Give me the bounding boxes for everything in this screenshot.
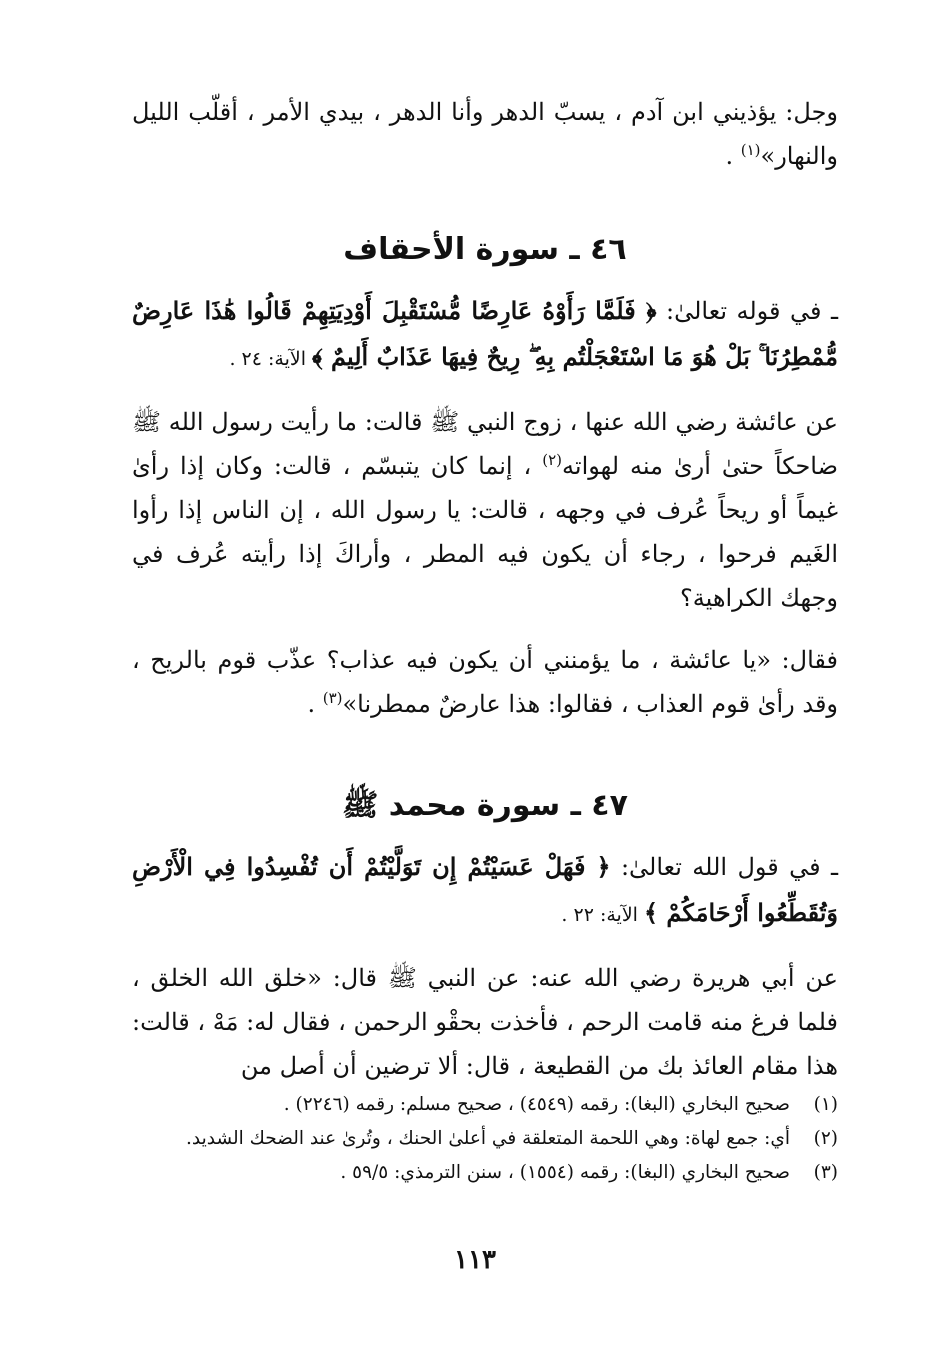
intro-text: وجل: يؤذيني ابن آدم ، يسبّ الدهر وأنا الدهر ، بيدي الأمر ، أقلّب الليل والنهار» [132, 98, 838, 170]
intro-end: . [725, 142, 741, 170]
footnote-text: صحيح البخاري (البغا): رقمه (٤٥٤٩) ، صحيح مسلم: رقمه (٢٢٤٦) . [283, 1094, 790, 1115]
footnote-text: أي: جمع لهاة: وهي اللحمة المتعلقة في أعلىٰ الحنك ، وتُرىٰ عند الضحك الشديد. [186, 1128, 790, 1149]
ayah-reference: الآية: ٢٢ . [561, 904, 644, 926]
footnote-number: (٣) [813, 1162, 838, 1183]
paragraph-text: فقال: «يا عائشة ، ما يؤمنني أن يكون فيه عذاب؟ عذّب قوم بالريح ، وقد رأىٰ قوم العذاب ، فقالوا: هذا عارضٌ ممطرنا» [132, 646, 838, 718]
footnote-number: (٢) [813, 1128, 838, 1149]
verse-intro: ـ في قوله تعالىٰ: [656, 297, 839, 325]
section-heading-ahqaf: ٤٦ ـ سورة الأحقاف [343, 232, 627, 267]
paragraph-text: عن أبي هريرة رضي الله عنه: عن النبي ﷺ قال: «خلق الله الخلق ، فلما فرغ منه قامت الرحم ، فأخذت بحقْو الرحمن ، فقال له: مَهْ ، قالت: هذا مقام العائذ بك من القطيعة ، قال: ألا ترضين أن أصل من [132, 964, 838, 1080]
hadith-paragraph-abu-hurayra [132, 956, 838, 1088]
footnote-ref-2[interactable]: (٢) [542, 451, 563, 469]
verse-paragraph-ahqaf [132, 288, 838, 382]
paragraph-text: عن عائشة رضي الله عنها ، زوج النبي ﷺ قالت: ما رأيت رسول الله ﷺ ضاحكاً حتىٰ أرىٰ منه لهواته [132, 408, 838, 480]
verse-intro: ـ في قول الله تعالىٰ: [610, 853, 838, 881]
footnote-number: (١) [813, 1094, 838, 1115]
footnote-ref-3[interactable]: (٣) [322, 689, 343, 707]
footnote-item [132, 1158, 838, 1188]
verse-paragraph-muhammad [132, 844, 838, 938]
footnote-text: صحيح البخاري (البغا): رقمه (١٥٥٤) ، سنن الترمذي: ٥٩/٥ . [340, 1162, 790, 1183]
section-heading-muhammad: ٤٧ ـ سورة محمد ﷺ [342, 788, 628, 823]
footnote-ref-1[interactable]: (١) [740, 141, 761, 159]
page-number: ١١٣ [454, 1245, 496, 1275]
intro-paragraph [132, 90, 838, 178]
quran-verse: ﴿ فَهَلْ عَسَيْتُمْ إِن تَوَلَّيْتُمْ أَن تُفْسِدُوا فِي الْأَرْضِ وَتُقَطِّعُوا أَرْحَامَكُمْ ﴾ [132, 852, 838, 927]
paragraph-text-rest: ، إنما كان يتبسّم ، قالت: وكان إذا رأىٰ غيماً أو ريحاً عُرف في وجهه ، قالت: يا رسول الله ، إن الناس إذا رأوا الغَيم فرحوا ، رجاء أن يكون فيه المطر ، وأراكَ إذا رأيته عُرف في وجهك الكراهية؟ [132, 452, 838, 612]
hadith-paragraph-aisha [132, 400, 838, 620]
footnote-item [132, 1124, 838, 1154]
page-body [132, 88, 838, 1088]
paragraph-text-rest: . [307, 690, 323, 718]
quran-verse: ﴿ فَلَمَّا رَأَوْهُ عَارِضًا مُّسْتَقْبِلَ أَوْدِيَتِهِمْ قَالُوا هَٰذَا عَارِضٌ مُّمْطِرُنَا ۚ بَلْ هُوَ مَا اسْتَعْجَلْتُم بِهِ ۖ رِيحٌ فِيهَا عَذَابٌ أَلِيمٌ ﴾ [132, 296, 838, 371]
footnotes [132, 1090, 838, 1192]
footnote-item [132, 1090, 838, 1120]
ayah-reference: الآية: ٢٤ . [229, 348, 313, 370]
hadith-paragraph-reply [132, 638, 838, 726]
